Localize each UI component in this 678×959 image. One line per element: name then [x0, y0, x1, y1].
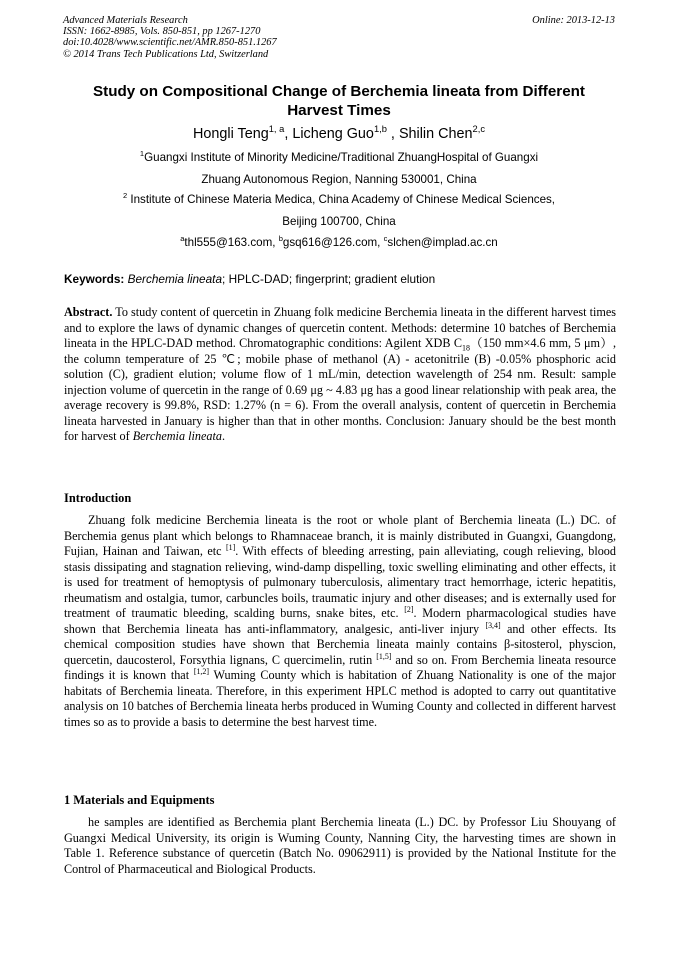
- doi-line: doi:10.4028/www.scientific.net/AMR.850-851.1267: [63, 37, 277, 49]
- email-c: slchen@implad.ac.cn: [387, 236, 498, 249]
- title-line-1: Study on Compositional Change of Berchemia lineata from Different: [93, 83, 585, 100]
- author-2: Licheng Guo: [292, 126, 374, 142]
- introduction-heading: Introduction: [64, 491, 132, 505]
- email-line: $^a$thl555@163.com, $^b$gsq616@126.com, $^c$slchen@implad.ac.cn: [180, 234, 498, 249]
- paper-title: [64, 82, 614, 120]
- author-3: Shilin Chen: [398, 126, 473, 142]
- author-sep: ,: [284, 126, 293, 142]
- affiliation-1-line-1: $^1$Guangxi Institute of Minority Medicine/Traditional ZhuangHospital of Guangxi: [139, 149, 539, 164]
- affil-1-number: 1: [139, 149, 145, 159]
- introduction-paragraph: Zhuang folk medicine Berchemia lineata is the root or whole plant of Berchemia lineata (L.) DC. of Berchemia genus plant which belongs to Rhamnaceae branch, it is mainly distributed in Guangxi, Guangdong, Fujian, Hainan and Taiwan, etc [1]. With effects of bleeding arresting, pain alleviating, cough relieving, blood stasis dissipating and stagnation relieving, wind-damp dispelling, toxic swelling eliminating and other effects, it is used for treatment of hemoptysis of pulmonary tuberculosis, alimentary tract hemorrhage, icteric hepatitis, rheumatism and ostalgia, tumor, carbuncles boils, traumatic injury and other diseases; and is externally used for treatment of traumatic bleeding, scalding burns, snake bites, etc. [2]. Modern pharmacological studies have shown that Berchemia lineata has anti-inflammatory, analgesic, anti-liver injury [3,4] and other effects. Its chemical composition studies have shown that Berchemia lineata mainly contains β-sitosterol, physcion, quercetin, daucosterol, Forsythia lignans, C quercimelin, rutin [1,5] and so on. From Berchemia lineata resource findings it is known that [1,2] Wuming County which is habitation of Zhuang Nationality is one of the major habitats of Berchemia lineata. Therefore, in this experiment HPLC method is adopted to carry out quantitative analysis on 10 batches of Berchemia lineata herbs produced in Wuming County and collected in different harvest times so as to provide a basis to determine the best harvest time.: [64, 513, 616, 729]
- keyword-italic: Berchemia lineata: [124, 272, 223, 286]
- author-3-affil: 2,c: [472, 124, 486, 135]
- author-2-affil: 1,b: [373, 124, 387, 135]
- journal-name: Advanced Materials Research: [63, 15, 188, 26]
- section-1-heading: 1 Materials and Equipments: [64, 793, 215, 807]
- author-1-affil: 1, a: [268, 124, 285, 135]
- email-b: gsq616@126.com,: [282, 236, 384, 249]
- citation: [1,2]: [193, 666, 209, 676]
- affiliation-2-line-2: Beijing 100700, China: [282, 215, 396, 228]
- author-1: Hongli Teng: [192, 126, 269, 142]
- journal-header: [63, 15, 615, 60]
- abstract-label: Abstract.: [64, 305, 113, 319]
- keywords-label: Keywords:: [64, 272, 125, 286]
- keywords-rest: ; HPLC-DAD; fingerprint; gradient elution: [222, 272, 436, 286]
- citation: [1]: [226, 542, 236, 552]
- copyright-line: © 2014 Trans Tech Publications Ltd, Switzerland: [63, 48, 269, 60]
- citation: [2]: [404, 604, 414, 614]
- online-date: Online: 2013-12-13: [532, 15, 615, 26]
- issn-line: ISSN: 1662-8985, Vols. 850-851, pp 1267-1270: [63, 26, 261, 38]
- citation: [3,4]: [485, 620, 501, 630]
- citation: [1,5]: [376, 651, 392, 661]
- abstract: Abstract. To study content of quercetin in Zhuang folk medicine Berchemia lineata in the different harvest times and to explore the laws of dynamic changes of quercetin content. Methods: determine 10 batches of Berchemia lineata in the HPLC-DAD method. Chromatographic conditions: Agilent XDB $C_{18}(150$ mm×4.6 mm, 5 μm）, the column temperature of 25 ℃; mobile phase of methanol (A) - acetonitrile (B) -0.05% phosphoric acid solution (C), gradient elution; volume flow of 1 mL/min, detection wavelength of 254 nm. Result: sample injection volume of quercetin in the range of 0.69 μg ~ 4.83 μg has a good linear relationship with peak area, the average recovery is 99.8%, RSD: 1.27% (n = 6). From the overall analysis, content of quercetin in Berchemia lineata harvested in January is higher than that in other months. Conclusion: January should be the best month for harvest of Berchemia lineata.: [64, 305, 616, 443]
- author-sep: ,: [386, 126, 399, 142]
- keywords: [64, 272, 616, 286]
- email-a: thl555@163.com,: [184, 236, 279, 249]
- author-list: [64, 125, 614, 143]
- affiliation-2-line-1: $^2$ Institute of Chinese Materia Medica, China Academy of Chinese Medical Sciences,: [122, 191, 556, 206]
- title-line-2: Harvest Times: [287, 102, 391, 119]
- affiliation-1-line-2: Zhuang Autonomous Region, Nanning 530001, China: [201, 173, 477, 186]
- section-1-paragraph: he samples are identified as Berchemia plant Berchemia lineata (L.) DC. by Professor Liu Shouyang of Guangxi Medical University, its origin is Wuming County, Nanning City, the harvesting times are shown in Table 1. Reference substance of quercetin (Batch No. 09062911) is provided by the National Institute for the Control of Pharmaceutical and Biological Products.: [64, 815, 616, 876]
- affil-2-number: 2: [122, 191, 128, 201]
